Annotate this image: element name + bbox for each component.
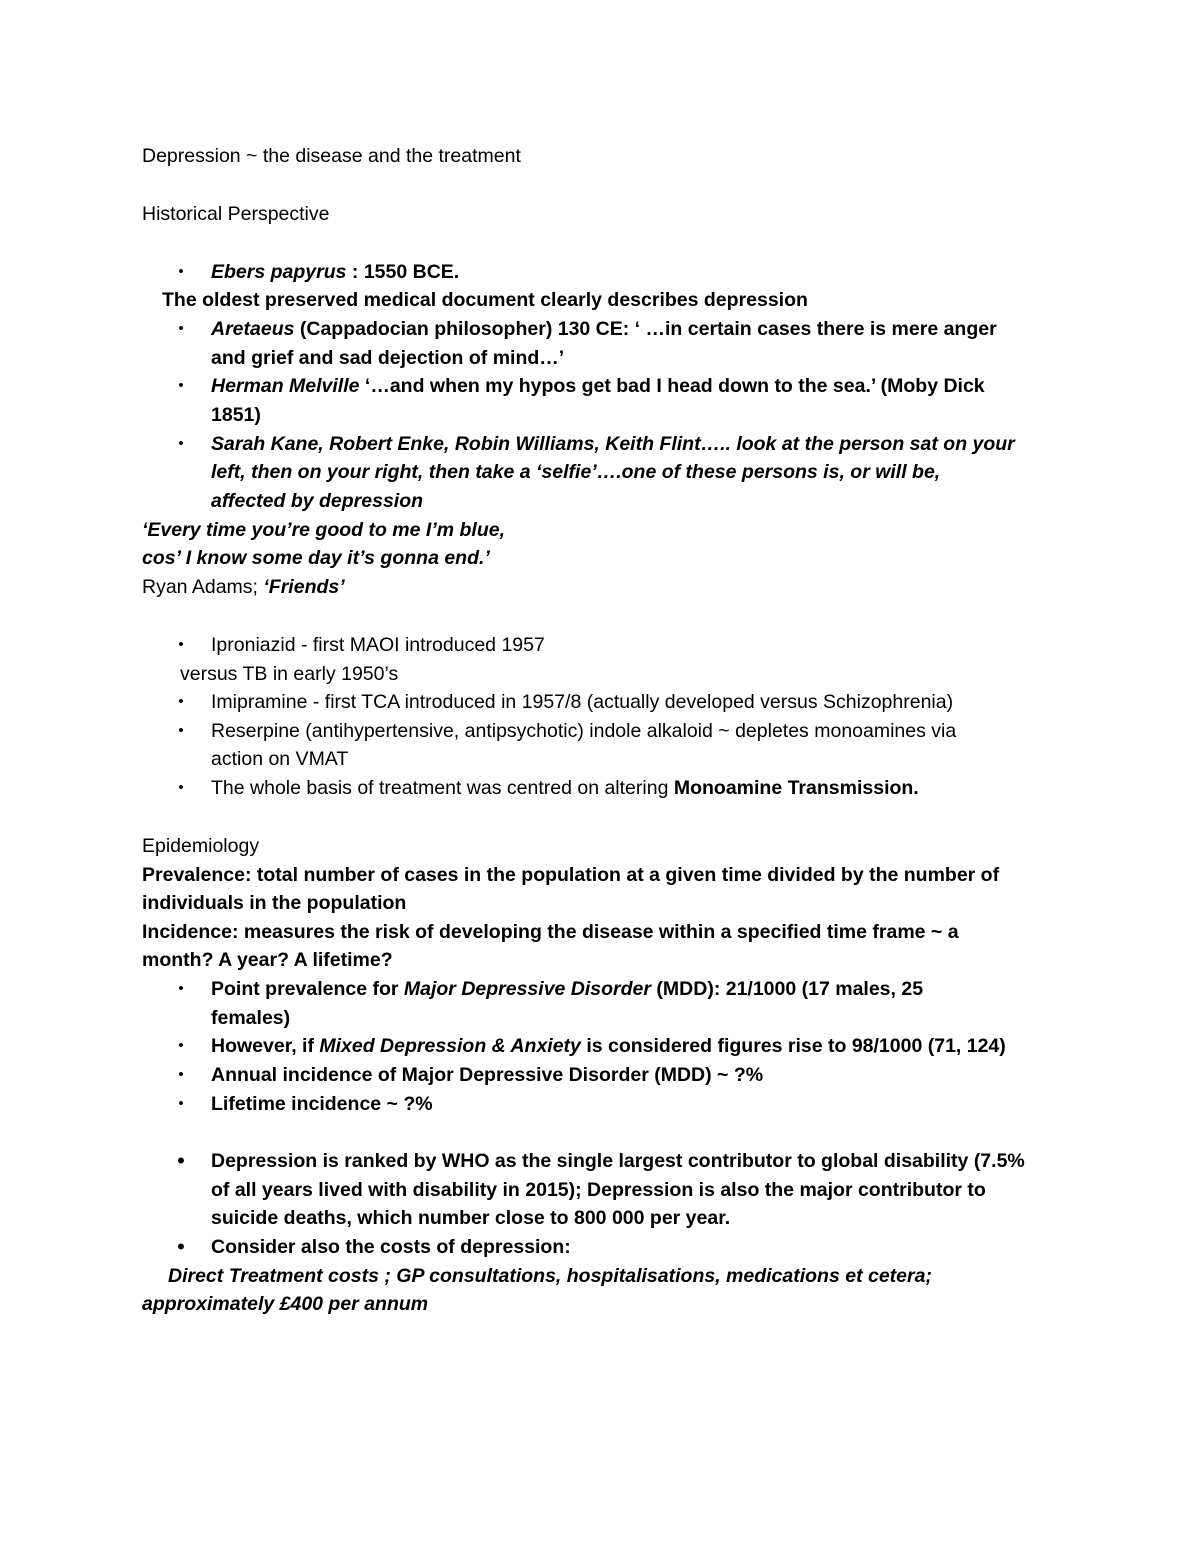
bullet: • xyxy=(178,435,184,452)
bullet: • xyxy=(177,1234,185,1259)
list-item-costs: Consider also the costs of depression: xyxy=(211,1236,571,1258)
direct-costs-line: Direct Treatment costs ; GP consultations, hospitalisations, medications et cetera; xyxy=(168,1265,932,1287)
who-text-cont: suicide deaths, which number close to 800 000 per year. xyxy=(211,1207,731,1229)
quote-line: ‘Every time you’re good to me I’m blue, xyxy=(142,519,505,541)
direct-costs-line-cont: approximately £400 per annum xyxy=(142,1293,429,1315)
incidence-definition: Incidence: measures the risk of developing the disease within a specified time frame ~ a xyxy=(142,921,959,943)
bullet: • xyxy=(178,377,184,394)
melville-text: ‘…and when my hypos get bad I head down to the sea.’ (Moby Dick xyxy=(359,375,985,397)
list-item-who: Depression is ranked by WHO as the single largest contributor to global disability (7.5% xyxy=(211,1150,1025,1172)
iproniazid-note: versus TB in early 1950’s xyxy=(180,663,399,685)
quote-song: ‘Friends’ xyxy=(263,576,345,598)
prevalence-definition: Prevalence: total number of cases in the population at a given time divided by the number of xyxy=(142,864,1000,886)
bullet: • xyxy=(178,636,184,653)
list-item-imipramine: Imipramine - first TCA introduced in 1957/8 (actually developed versus Schizophrenia) xyxy=(211,691,954,713)
list-item-annual-incidence: Annual incidence of Major Depressive Disorder (MDD) ~ ?% xyxy=(211,1064,764,1086)
ebers-date: : 1550 BCE. xyxy=(346,261,460,283)
list-item-basis xyxy=(211,774,919,802)
mixed-text: However, if xyxy=(211,1035,320,1057)
ebers-name: Ebers papyrus xyxy=(211,261,347,283)
mixed-values: is considered figures rise to 98/1000 (71, 124) xyxy=(580,1035,1006,1057)
bullet: • xyxy=(178,779,184,796)
ebers-description: The oldest preserved medical document clearly describes depression xyxy=(162,289,808,311)
incidence-definition-cont: month? A year? A lifetime? xyxy=(142,949,393,971)
list-item-kane: Sarah Kane, Robert Enke, Robin Williams, Keith Flint….. look at the person sat on your xyxy=(211,433,1015,455)
prevalence-definition-cont: individuals in the population xyxy=(142,892,407,914)
bullet: • xyxy=(178,722,184,739)
bullet: • xyxy=(178,980,184,997)
point-prevalence-text: Point prevalence for xyxy=(211,978,404,1000)
aretaeus-text-cont: and grief and sad dejection of mind…’ xyxy=(211,347,565,369)
point-prevalence-values: (MDD): 21/1000 (17 males, 25 xyxy=(651,978,924,1000)
list-item-melville xyxy=(211,372,985,400)
point-prevalence-cont: females) xyxy=(211,1007,291,1029)
section-heading-epidemiology: Epidemiology xyxy=(142,835,260,857)
bullet: • xyxy=(178,1037,184,1054)
bullet: • xyxy=(178,1066,184,1083)
list-item-lifetime-incidence: Lifetime incidence ~ ?% xyxy=(211,1093,433,1115)
bullet: • xyxy=(178,693,184,710)
melville-name: Herman Melville xyxy=(211,375,360,397)
bullet: • xyxy=(177,1148,185,1173)
quote-attribution xyxy=(142,573,345,601)
bullet: • xyxy=(178,263,184,280)
quote-line: cos’ I know some day it’s gonna end.’ xyxy=(142,547,490,569)
who-text-cont: of all years lived with disability in 2015); Depression is also the major contributor to xyxy=(211,1179,986,1201)
section-heading-historical: Historical Perspective xyxy=(142,203,330,225)
list-item-reserpine: Reserpine (antihypertensive, antipsychotic) indole alkaloid ~ depletes monoamines via xyxy=(211,720,957,742)
list-item-ebers xyxy=(211,258,459,286)
document-title: Depression ~ the disease and the treatment xyxy=(142,145,521,167)
bullet: • xyxy=(178,320,184,337)
basis-highlight: Monoamine Transmission. xyxy=(673,777,919,799)
list-item-iproniazid: Iproniazid - first MAOI introduced 1957 xyxy=(211,634,545,656)
basis-text: The whole basis of treatment was centred on altering xyxy=(211,777,674,799)
aretaeus-text: (Cappadocian philosopher) 130 CE: ‘ …in certain cases there is mere anger xyxy=(294,318,997,340)
list-item-aretaeus xyxy=(211,315,997,343)
quote-author: Ryan Adams; xyxy=(142,576,264,598)
melville-text-cont: 1851) xyxy=(211,404,261,426)
aretaeus-name: Aretaeus xyxy=(211,318,295,340)
mixed-term: Mixed Depression & Anxiety xyxy=(319,1035,581,1057)
reserpine-text-cont: action on VMAT xyxy=(211,748,349,770)
bullet: • xyxy=(178,1095,184,1112)
kane-text-cont: left, then on your right, then take a ‘selfie’….one of these persons is, or will be, xyxy=(211,461,941,483)
kane-text-cont: affected by depression xyxy=(211,490,424,512)
list-item-mixed xyxy=(211,1032,1006,1060)
list-item-point-prevalence xyxy=(211,975,923,1003)
mdd-term: Major Depressive Disorder xyxy=(403,978,651,1000)
